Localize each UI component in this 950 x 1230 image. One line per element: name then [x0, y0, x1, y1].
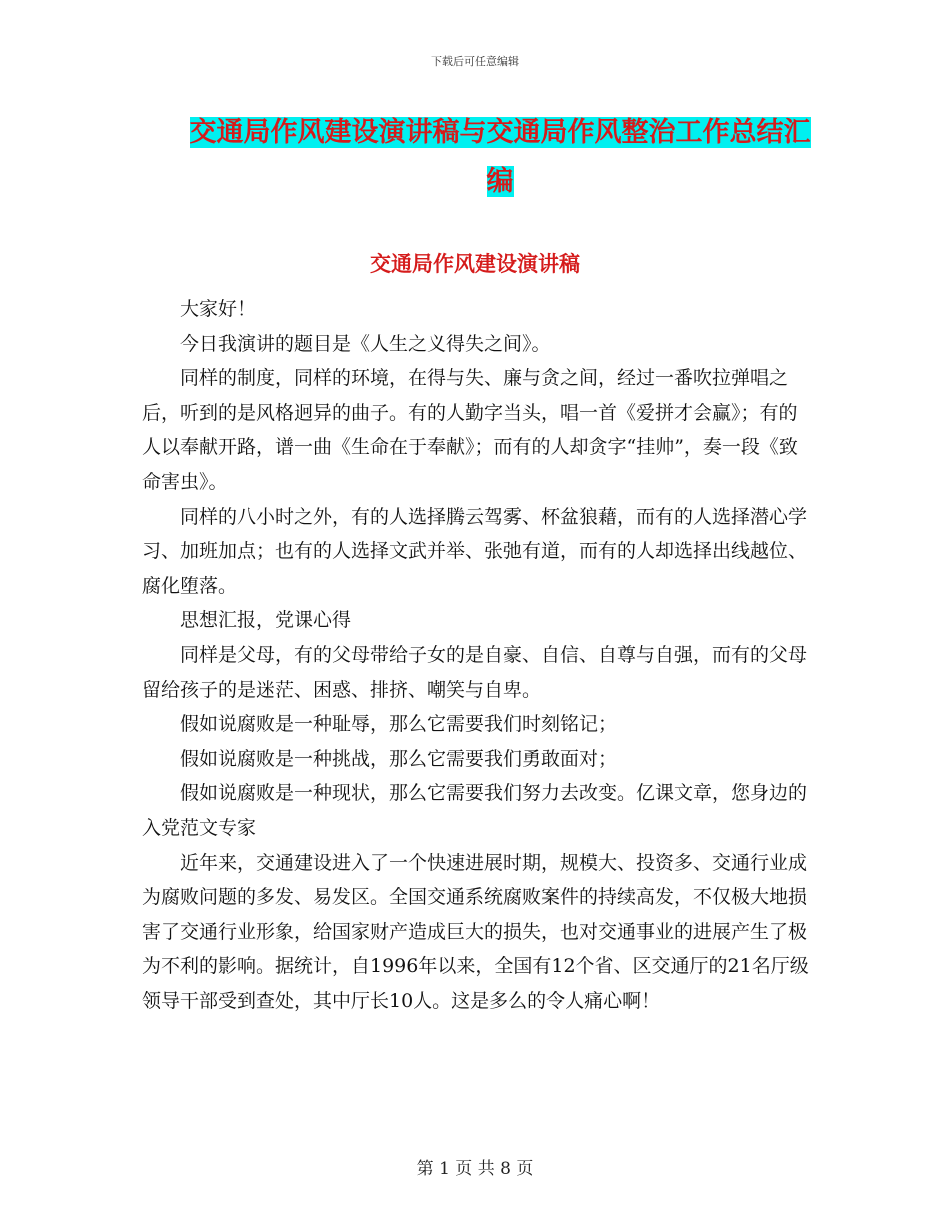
- paragraph-parents: 同样是父母，有的父母带给子女的是自豪、自信、自尊与自强，而有的父母留给孩子的是迷茫、困惑、排挤、嘲笑与自卑。: [142, 643, 808, 701]
- document-title: [180, 108, 820, 206]
- section-title: 交通局作风建设演讲稿: [370, 251, 580, 276]
- paragraph-shame: 假如说腐败是一种耻辱，那么它需要我们时刻铭记；: [180, 713, 618, 736]
- paragraph-challenge: 假如说腐败是一种挑战，那么它需要我们勇敢面对；: [180, 747, 618, 770]
- paragraph-after-hours: 同样的八小时之外，有的人选择腾云驾雾、杯盆狼藉，而有的人选择潜心学习、加班加点；也有的人选择文武并举、张弛有道，而有的人却选择出线越位、腐化堕落。: [142, 505, 808, 597]
- paragraph-same-system: 同样的制度，同样的环境，在得与失、廉与贪之间，经过一番吹拉弹唱之后，听到的是风格迥异的曲子。有的人勤字当头，唱一首《爱拼才会赢》；有的人以奉献开路，谱一曲《生命在于奉献》；而有的人却贪字“挂帅”，奏一段《致命害虫》。: [142, 367, 798, 493]
- page-footer: 第 1 页 共 8 页: [416, 1159, 534, 1179]
- paragraph-greeting: 大家好！: [180, 298, 257, 320]
- paragraph-note: 思想汇报，党课心得: [180, 609, 352, 632]
- paragraph-topic: 今日我演讲的题目是《人生之义得失之间》。: [180, 332, 551, 355]
- header-note: 下载后可任意编辑: [431, 55, 519, 68]
- document-body: [142, 292, 812, 1018]
- document-title-text: 交通局作风建设演讲稿与交通局作风整治工作总结汇编: [189, 117, 811, 197]
- paragraph-statistics: 近年来，交通建设进入了一个快速进展时期，规模大、投资多、交通行业成为腐败问题的多发、易发区。全国交通系统腐败案件的持续高发，不仅极大地损害了交通行业形象，给国家财产造成巨大的损失，也对交通事业的进展产生了极为不利的影响。据统计，自1996年以来，全国有12个省、区交通厅的21名厅级领导干部受到查处，其中厅长10人。这是多么的令人痛心啊！: [142, 851, 809, 1012]
- paragraph-status: 假如说腐败是一种现状，那么它需要我们努力去改变。亿课文章，您身边的入党范文专家: [142, 782, 808, 839]
